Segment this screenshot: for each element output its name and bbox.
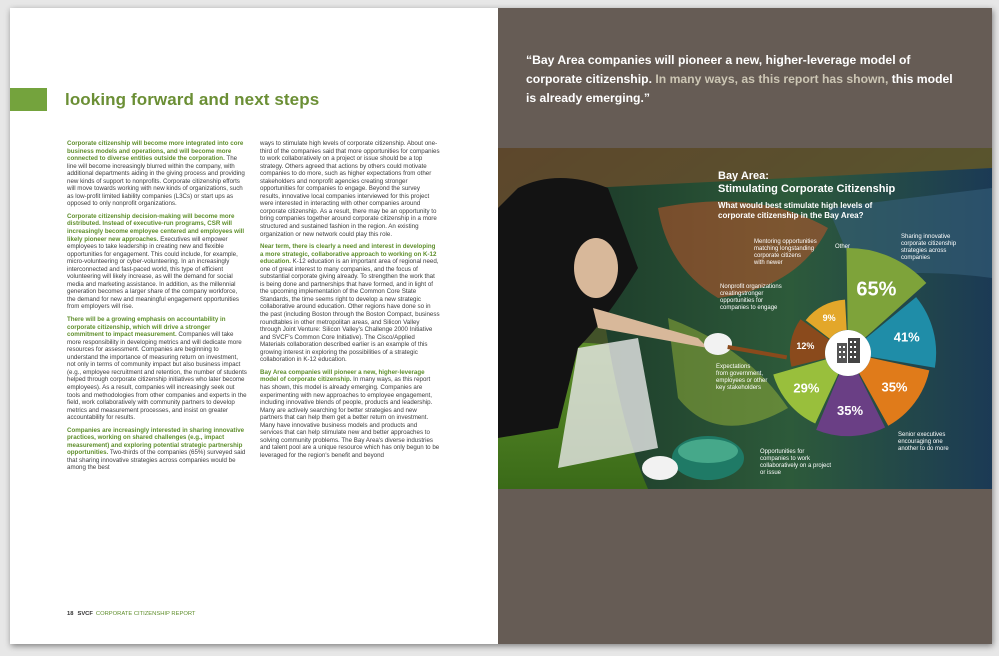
- paragraph: [260, 369, 440, 460]
- slice-value-label: 41%: [893, 329, 920, 345]
- center-hub: [825, 330, 871, 376]
- quote-text-muted: In many ways, as this report has shown,: [651, 72, 889, 86]
- paragraph-lead: Corporate citizenship decision-making will become more distributed. Instead of executive-run programs, CSR will increasingly become employee centered and employees will likely pioneer new approaches.: [67, 212, 245, 243]
- paragraph-body: K-12 education is an important area of regional need, one of great interest to many companies, and the focus of substantial corporate giving already. To strengthen the work that is being done and partnerships that have formed, and in light of the upcoming implementation of the Common Core State Standards, the time seems right to develop a new strategic collaborative around education. Other regions have done so in the past (including Boston through the Boston Compact, business roundtables in other metropolitan areas, and Silicon Valley through Joint Venture: Silicon Valley's Challenge 2000 Initiative and SVCF's Common Core Initiative). The Cisco/Applied Materials collaboration described earlier is an example of this growing interest in exploring the possibilities of a strategic collaboration in K-12 education.: [260, 258, 440, 364]
- slice-category-label: Expectations from government, employees or other key stakeholders: [716, 364, 768, 391]
- paragraph-body: Companies will take more responsibility in developing metrics and will dedicate more resources for assessment. Companies are beginning to understand the importance of measuring return on investment, not only in terms of community impact but also business impact (e.g., employee recruitment and retention, the number of students helped through corporate citizenship initiatives who later become employees). As a result, companies will increasingly seek out tools and methodologies from other companies and experts in the field, work collaboratively with community partners to develop metrics and measurement processes, and insist on greater accountability for results.: [67, 331, 247, 422]
- paragraph: [67, 427, 247, 472]
- pull-quote: [526, 51, 966, 108]
- slice-value-label: 35%: [837, 402, 864, 418]
- paragraph-lead: Near term, there is clearly a need and interest in developing a more strategic, collaborative approach to working on K-12 education.: [260, 243, 437, 266]
- text-column-1: [67, 140, 247, 477]
- left-page: [10, 8, 498, 644]
- chart-question: What would best stimulate high levels of: [718, 201, 873, 210]
- slice-category-label: Senior executives encouraging one another to do more: [898, 432, 949, 452]
- slice-value-label: 9%: [822, 312, 836, 323]
- paragraph: [67, 316, 247, 422]
- text-column-2: [260, 140, 440, 464]
- right-page: [498, 8, 992, 644]
- page-heading: looking forward and next steps: [65, 90, 320, 109]
- chart-title: Bay Area:: [718, 170, 769, 182]
- slice-category-label: Other: [835, 244, 851, 250]
- paragraph-body: Executives will empower employees to take leadership in creating new and flexible opportunities for engagement. This could include, for example, micro-volunteering or cyber-volunteering. In an increasingly interconnected and fast-paced world, this type of efficient volunteering will likely increase, as will the demand for social media and marketing assistance. In addition, as the millennial generation becomes a larger share of the company workforce, the demand for new and meaningful engagement opportunities from employers will rise.: [67, 235, 239, 311]
- slice-category-label: Sharing innovative corporate citizenship strategies across companies: [901, 234, 957, 261]
- page-footer: [67, 611, 195, 617]
- page-number: 18: [67, 611, 74, 617]
- slice-value-label: 65%: [856, 278, 897, 301]
- paragraph: [67, 213, 247, 311]
- quote-text: “Bay Area companies will pioneer a new, higher-leverage model of corporate citizenship.: [526, 53, 911, 86]
- paragraph-body: Two-thirds of the companies (65%) surveyed said that sharing innovative strategies across companies would be among the best: [67, 449, 246, 472]
- chart-question-line2: corporate citizenship in the Bay Area?: [718, 211, 864, 220]
- footer-title: CORPORATE CITIZENSHIP REPORT: [95, 611, 196, 617]
- paragraph-body: ways to stimulate high levels of corporate citizenship. About one-third of the companies said that more opportunities for companies to work collaboratively on a project or issue should be a top strategy. Others agreed that actions by others could motivate companies to do more, such as higher expectations from other stakeholders and nonprofit agencies creating stronger opportunities for companies to engage. Beyond the survey results, innovative local companies interviewed for this project were interested in interacting with other companies around corporate citizenship. As a result, there may be an opportunity to bring companies together around corporate citizenship in a more structured and sustained fashion in the region. An existing organization or new network could play this role.: [260, 140, 440, 238]
- paragraph: [260, 140, 440, 238]
- slice-value-label: 29%: [793, 380, 820, 396]
- paragraph: [67, 140, 247, 208]
- heading-accent-bar: [10, 88, 47, 111]
- pie-chart: [498, 148, 992, 489]
- footer-brand: SVCF: [77, 611, 93, 617]
- magazine-spread: [10, 8, 992, 644]
- paragraph-body: The line will become increasingly blurred within the company, with additional departments aiding in the giving process and providing new kinds of support to nonprofits. Corporate citizenship efforts will move towards working with new kinds of organizations, such as low-profit limited liability companies (L3Cs) or start ups as opposed to only nonprofit organizations.: [67, 155, 245, 208]
- paragraph-lead: Companies are increasingly interested in sharing innovative practices, working on shared challenges (e.g., impact measurement) and exploring potential strategic partnership opportunities.: [67, 426, 245, 457]
- chart-title-line2: Stimulating Corporate Citizenship: [718, 183, 896, 195]
- paragraph-lead: Bay Area companies will pioneer a new, higher-leverage model of corporate citizenship.: [260, 368, 425, 384]
- slice-category-label: Opportunities for companies to work collaboratively on a project or issue: [760, 449, 832, 476]
- slice-value-label: 35%: [881, 379, 908, 395]
- paragraph-lead: There will be a growing emphasis on accountability in corporate citizenship, which will drive a stronger commitment to impact measurement.: [67, 316, 226, 339]
- quote-text-end: this model is already emerging.”: [526, 72, 953, 105]
- paragraph-lead: Corporate citizenship will become more integrated into core business models and operations, and will become more connected to diverse entities outside the corporation.: [67, 140, 244, 163]
- slice-category-label: Mentoring opportunities matching longstanding corporate citizens with newer: [754, 239, 817, 266]
- slice-value-label: 12%: [796, 340, 815, 351]
- photo-with-chart: [498, 148, 992, 489]
- slice-category-label: Nonprofit organizations creatingstronger opportunities for companies to engage: [720, 284, 782, 311]
- paragraph: [260, 243, 440, 364]
- paragraph-body: In many ways, as this report has shown, this model is already emerging. Companies are experimenting with new approaches to employee engagement, including innovative blends of people, products and leadership. Many are actively searching for better strategies and new partners that can help them get a better return on investment. Many have innovative business models and products and services that can help stimulate new and better approaches to solving community problems. The Bay Area's diverse industries and talent pool are a unique resource which has only begun to be leveraged for the region's benefit and beyond: [260, 376, 440, 459]
